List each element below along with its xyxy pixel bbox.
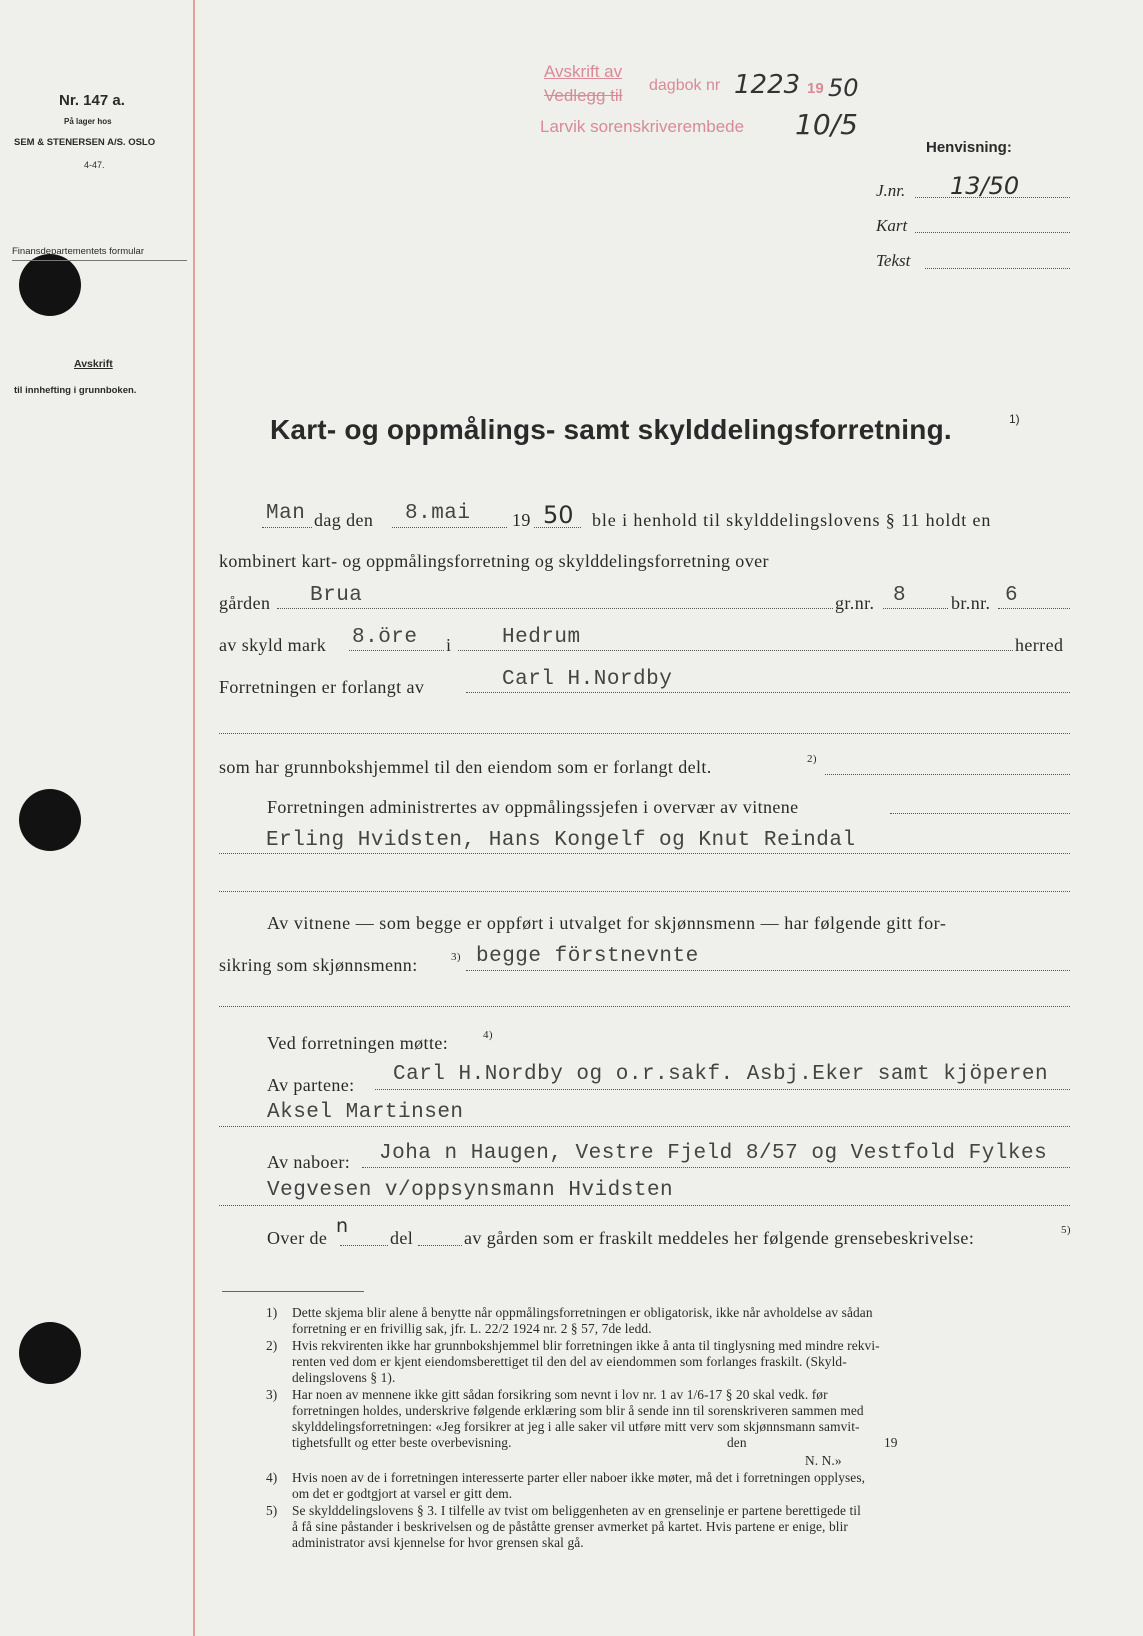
publisher-line3: 4-47. [84,160,105,170]
vitner-line [219,853,1070,854]
partene-line1 [375,1089,1070,1090]
motte-text: Ved forretningen møtte: [267,1033,449,1053]
footnote-3-line3: skylddelingsforretningen: «Jeg forsikrer at jeg i alle saker vil utføre mitt verv som skjønnsmann samvit- [292,1419,860,1434]
kart-line [915,232,1070,233]
footnote-3-den: den [727,1435,747,1450]
hjemmel-note: 2) [807,753,817,765]
skyld-value: 8.öre [352,626,418,649]
year-line [534,527,581,528]
vitner-value: Erling Hvidsten, Hans Kongelf og Knut Reindal [266,829,856,852]
footnote-3-nn: N. N.» [805,1453,842,1468]
over-line2 [418,1245,462,1246]
footnote-3-line4: tighetsfullt og etter beste overbevisning. [292,1435,512,1450]
brnr-label: br.nr. [951,593,991,613]
herred-line [458,650,1013,651]
title-note: 1) [1009,412,1020,426]
naboer-value1: Joha n Haugen, Vestre Fjeld 8/57 og Vestfold Fylkes [379,1142,1048,1165]
stamp-dagbok-label: dagbok nr [649,77,721,94]
hjemmel-text: som har grunnbokshjemmel til den eiendom som er forlangt delt. [219,757,712,777]
sentence1-rest: ble i henhold til skylddelingslovens § 11 holdt en [592,510,992,530]
kart-label: Kart [876,216,908,235]
skjonn-note: 3) [451,951,461,963]
brnr-value: 6 [1005,584,1019,607]
skjonn-text2: sikring som skjønnsmenn: [219,955,418,975]
department-label: Finansdepartementets formular [12,246,145,257]
herred-value: Hedrum [502,626,581,649]
i-label: i [446,635,452,655]
punch-hole-top [19,254,81,316]
footnote-2-line3: delingslovens § 1). [292,1370,396,1385]
skyld-line [349,650,444,651]
dag-den-label: dag den [314,510,374,530]
weekday-value: Man [266,502,306,525]
stamp-year-suffix: 50 [828,74,859,102]
footnote-2-line2: renten ved dom er kjent eiendomsberettiget til den del av eiendommen som forlanges fraskilt. (Skyld- [292,1354,847,1369]
footnote-3-year: 19 [884,1435,898,1450]
stamp-date: 10/5 [795,108,858,141]
punch-hole-bottom [19,1322,81,1384]
reference-heading: Henvisning: [926,139,1012,156]
avskrift-sub: til innhefting i grunnboken. [14,385,137,396]
hjemmel-line [825,774,1070,775]
footnote-5-line3: administrator avsi kjennelse for hvor grensen skal gå. [292,1535,584,1550]
grnr-value: 8 [893,584,907,607]
footnote-5-line1: Se skylddelingslovens § 3. I tilfelle av tvist om beliggenheten av en grenselinje er partene berettigede til [292,1503,861,1518]
punch-hole-middle [19,789,81,851]
naboer-label: Av naboer: [267,1152,351,1172]
date-line [392,527,507,528]
avskrift-label: Avskrift [74,358,113,370]
forlangt-value: Carl H.Nordby [502,668,673,691]
stamp-office: Larvik sorenskriverembede [540,117,745,136]
department-rule [12,260,187,261]
admin-line [890,813,1070,814]
footnote-5-number: 5) [266,1503,278,1518]
page-title: Kart- og oppmålings- samt skylddelingsforretning. [270,414,952,445]
herred-label: herred [1015,635,1064,655]
footnote-1-number: 1) [266,1305,278,1320]
partene-value2: Aksel Martinsen [267,1101,464,1124]
skjonn-line2 [219,1006,1070,1007]
jnr-label: J.nr. [876,181,906,200]
forlangt-line [466,692,1070,693]
partene-label: Av partene: [267,1075,355,1095]
garden-label: gården [219,593,271,613]
tekst-line [925,268,1070,269]
partene-line2 [219,1126,1070,1127]
footnote-2-number: 2) [266,1338,278,1353]
footnote-4-line1: Hvis noen av de i forretningen interesserte parter eller naboer ikke møter, må det i forretningen opplyses, [292,1470,866,1485]
stamp-line2: Vedlegg til [544,86,623,105]
skjonn-text1: Av vitnene — som begge er oppført i utvalget for skjønnsmenn — har følgende gitt for- [267,913,947,933]
footnote-3-line2: forretningen holdes, underskrive følgende erklæring som blir å sende inn til sorenskriveren sammen med [292,1403,864,1418]
brnr-line [998,608,1070,609]
vitner-line2 [219,891,1070,892]
jnr-line [915,197,1070,198]
over-text1: Over de [267,1228,328,1248]
motte-note: 4) [483,1029,493,1041]
over-line1 [340,1245,388,1246]
naboer-line1 [362,1167,1070,1168]
garden-value: Brua [310,584,363,607]
dagbok-number: 1223 [734,70,801,100]
stamp-line1: Avskrift av [544,62,623,81]
over-note: 5) [1061,1224,1071,1236]
publisher-line1: På lager hos [64,117,112,126]
naboer-line2 [219,1205,1070,1206]
over-text3: av gården som er fraskilt meddeles her følgende grensebeskrivelse: [464,1228,975,1248]
garden-line [277,608,833,609]
grnr-line [883,608,948,609]
forlangt-line2 [219,733,1070,734]
footnote-1-line2: forretning er en frivillig sak, jfr. L. 22/2 1924 nr. 2 § 57, 7de ledd. [292,1321,652,1336]
stamp-year-prefix: 19 [807,80,824,97]
footnote-3-line1: Har noen av mennene ikke gitt sådan forsikring som nevnt i lov nr. 1 av 1/6-17 § 20 skal vedk. før [292,1387,828,1402]
jnr-value: 13/50 [950,172,1020,200]
tekst-label: Tekst [876,251,911,270]
publisher-line2: SEM & STENERSEN A/S. OSLO [14,137,156,148]
footnote-separator [222,1291,364,1292]
margin-line [193,0,195,1636]
partene-value1: Carl H.Nordby og o.r.sakf. Asbj.Eker samt kjöperen [393,1063,1049,1086]
year-prefix: 19 [512,510,531,530]
weekday-line [262,527,312,528]
footnote-4-line2: om det er godtgjort at varsel er gitt dem. [292,1486,513,1501]
date-value: 8.mai [405,502,471,525]
over-text2: del [390,1228,414,1248]
admin-text: Forretningen administrertes av oppmålingssjefen i overvær av vitnene [267,797,799,817]
sentence2: kombinert kart- og oppmålingsforretning og skylddelingsforretning over [219,551,769,571]
skyld-label: av skyld mark [219,635,327,655]
year-value: 50 [543,501,574,529]
footnote-3-number: 3) [266,1387,278,1402]
grnr-label: gr.nr. [835,593,875,613]
naboer-value2: Vegvesen v/oppsynsmann Hvidsten [267,1179,674,1202]
footnote-1-line1: Dette skjema blir alene å benytte når oppmålingsforretningen er obligatorisk, ikke når avholdelse av sådan [292,1305,873,1320]
over-n: n [336,1215,349,1237]
skjonn-line [466,970,1070,971]
forlangt-label: Forretningen er forlangt av [219,677,425,697]
footnote-5-line2: å få sine påstander i beskrivelsen og de påståtte grenser avmerket på kartet. Hvis partene er enige, blir [292,1519,848,1534]
form-number: Nr. 147 a. [59,92,125,109]
footnote-4-number: 4) [266,1470,278,1485]
skjonn-value: begge förstnevnte [476,945,699,968]
footnote-2-line1: Hvis rekvirenten ikke har grunnbokshjemmel blir forretningen ikke å anta til tinglysning med mindre rekvi- [292,1338,880,1353]
